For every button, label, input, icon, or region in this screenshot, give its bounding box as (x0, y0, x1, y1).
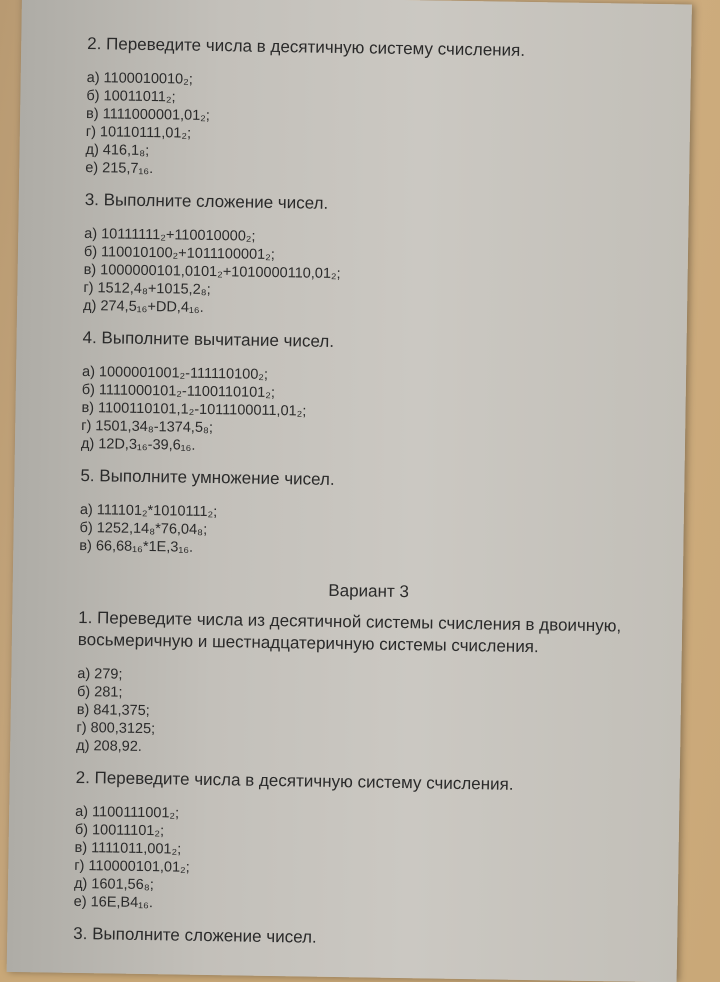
task-item: б) 1111000101₂-1100110101₂; (82, 381, 662, 408)
task-item: в) 841,375; (77, 701, 657, 728)
task-item: а) 10111111₂+110010000₂; (84, 225, 664, 252)
task-item: г) 1512,4₈+1015,2₈; (83, 279, 663, 306)
task-title: 3. Выполните сложение чисел. (73, 923, 653, 954)
task-item: а) 111101₂*1010111₂; (80, 501, 660, 528)
task-items (79, 501, 660, 564)
task-item: в) 66,68₁₆*1E,3₁₆. (79, 537, 659, 564)
task-title: 2. Переведите числа в десятичную систему счисления. (76, 767, 656, 798)
task-item: б) 10011101₂; (75, 821, 655, 848)
task-item: б) 1252,14₈*76,04₈; (79, 519, 659, 546)
task-items (76, 665, 657, 764)
task-items (83, 225, 664, 324)
task-item: б) 10011011₂; (86, 87, 666, 114)
task-title: 3. Выполните сложение чисел. (85, 189, 665, 220)
task-items (74, 803, 656, 920)
task-title: 5. Выполните умножение чисел. (80, 465, 660, 496)
task-item: б) 110010100₂+1011100001₂; (84, 243, 664, 270)
task-title: 1. Переведите числа из десятичной системы счисления в двоичную, восьмеричную и шестнадцатеричную системы счисления. (78, 607, 659, 660)
task-item: е) 215,7₁₆. (85, 159, 665, 186)
task-item: д) 12D,3₁₆-39,6₁₆. (81, 435, 661, 462)
task-item: а) 1100111001₂; (75, 803, 655, 830)
task-item: в) 1000000101,0101₂+1010000110,01₂; (84, 261, 664, 288)
task-item: д) 416,1₈; (85, 141, 665, 168)
worksheet-page (7, 0, 692, 982)
task-item: г) 800,3125; (76, 719, 656, 746)
worksheet-content (73, 33, 667, 968)
task-item: а) 1100010010₂; (87, 69, 667, 96)
task-item: д) 1601,56₈; (74, 875, 654, 902)
task-item: в) 1111000001,01₂; (86, 105, 666, 132)
task-item: б) 281; (77, 683, 657, 710)
task-title: 4. Выполните вычитание чисел. (82, 327, 662, 358)
task-title: 2. Переведите числа в десятичную систему счисления. (87, 33, 667, 64)
variant-heading: Вариант 3 (79, 577, 659, 606)
task-item: д) 274,5₁₆+DD,4₁₆. (83, 297, 663, 324)
task-items (81, 363, 662, 462)
task-item: д) 208,92. (76, 737, 656, 764)
task-item: г) 110000101,01₂; (74, 857, 654, 884)
task-item: г) 1501,34₈-1374,5₈; (81, 417, 661, 444)
task-item: г) 10110111,01₂; (86, 123, 666, 150)
task-items (85, 69, 667, 186)
task-item: в) 1111011,001₂; (74, 839, 654, 866)
task-item: е) 16E,B4₁₆. (74, 893, 654, 920)
task-item: а) 279; (77, 665, 657, 692)
task-item: в) 1100110101,1₂-1011100011,01₂; (81, 399, 661, 426)
task-item: а) 1000001001₂-111110100₂; (82, 363, 662, 390)
